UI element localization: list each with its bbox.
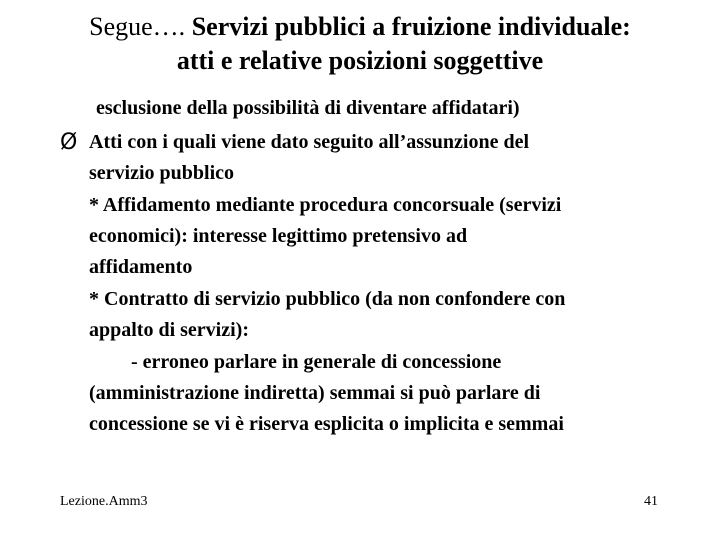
body-line: affidamento — [89, 256, 193, 278]
page-number: 41 — [644, 494, 658, 509]
arrow-bullet-icon: Ø — [60, 130, 78, 155]
slide-title — [0, 10, 720, 78]
body-line: * Contratto di servizio pubblico (da non confondere con — [89, 288, 566, 310]
title-prefix: Segue…. — [89, 12, 192, 41]
title-bold: Servizi pubblici a fruizione individuale: — [191, 12, 631, 41]
body-line: servizio pubblico — [89, 162, 235, 184]
body-line: - erroneo parlare in generale di concessione — [131, 351, 502, 373]
body-line: (amministrazione indiretta) semmai si può parlare di — [89, 382, 541, 404]
body-line: esclusione della possibilità di diventare affidatari) — [96, 97, 520, 119]
body-line: appalto di servizi): — [89, 319, 249, 341]
title-line-1 — [0, 10, 720, 44]
footer-label: Lezione.Amm3 — [60, 494, 148, 509]
body-line: * Affidamento mediante procedura concorsuale (servizi — [89, 194, 562, 216]
body-line: Atti con i quali viene dato seguito all’assunzione del — [89, 131, 530, 153]
body-line: economici): interesse legittimo pretensivo ad — [89, 225, 468, 247]
title-line-2: atti e relative posizioni soggettive — [176, 46, 544, 75]
body-line: concessione se vi è riserva esplicita o implicita e semmai — [89, 413, 564, 435]
